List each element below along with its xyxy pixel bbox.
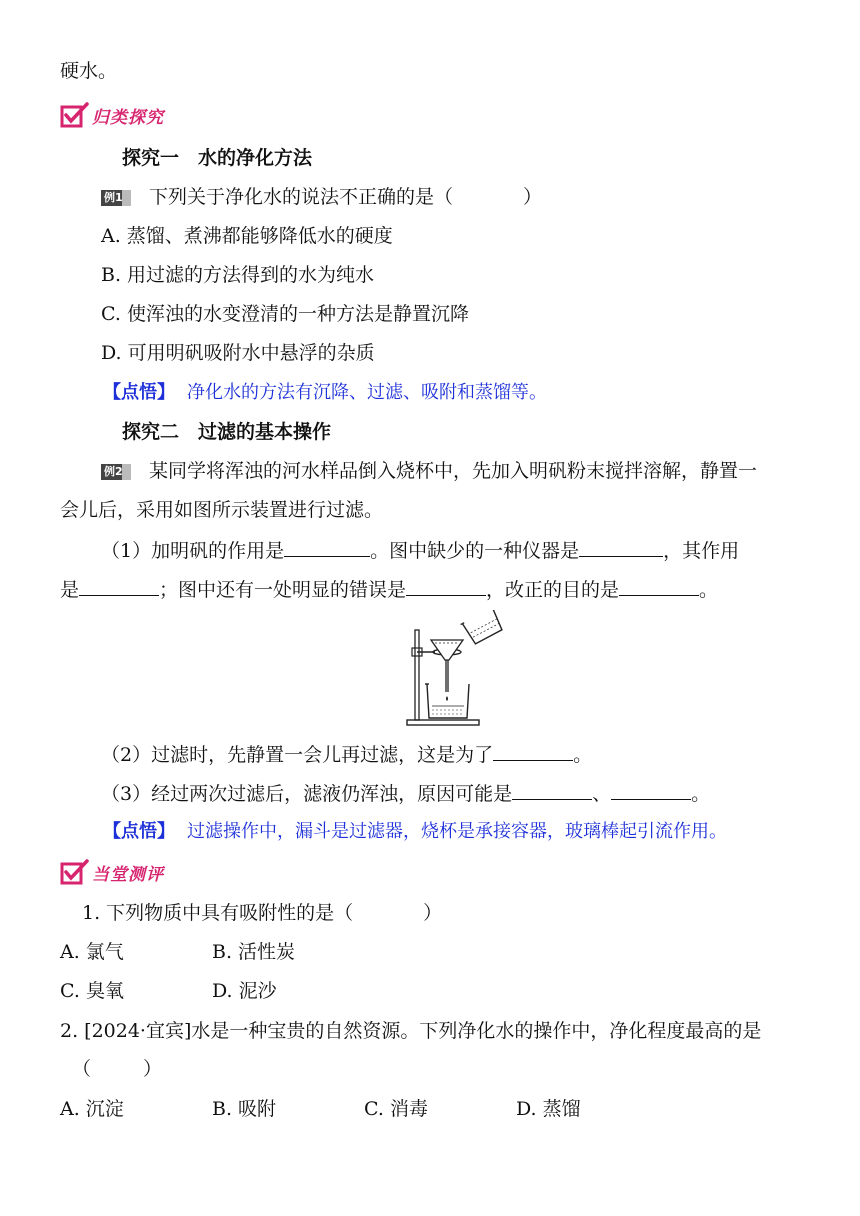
- text: ）: [423, 902, 443, 924]
- text: ，其作用: [663, 540, 740, 562]
- example2-stem-line2: 会儿后，采用如图所示装置进行过滤。: [60, 499, 384, 521]
- tip-text: 净化水的方法有沉降、过滤、吸附和蒸馏等。: [187, 382, 547, 403]
- quiz-q2-options: [60, 1096, 581, 1122]
- option-b: B. 用过滤的方法得到的水为纯水: [101, 264, 375, 286]
- text: （1）加明矾的作用是: [101, 540, 285, 562]
- option-d: D. 可用明矾吸附水中悬浮的杂质: [101, 342, 375, 364]
- q1-line1: [101, 536, 739, 564]
- option-a: A. 蒸馏、煮沸都能够降低水的硬度: [101, 225, 393, 247]
- text: （3）经过两次过滤后，滤液仍浑浊，原因可能是: [101, 783, 513, 805]
- answer-blank[interactable]: [512, 779, 592, 800]
- stem-text: 下列关于净化水的说法不正确的是（: [149, 186, 454, 208]
- text: 是: [60, 579, 80, 601]
- answer-blank[interactable]: [406, 575, 486, 596]
- text: 。图中缺少的一种仪器是: [370, 540, 580, 562]
- option-a: A. 沉淀: [60, 1098, 124, 1120]
- q3-line: [101, 779, 710, 807]
- tip-label: 【点悟】: [103, 821, 175, 842]
- quiz-q2-paren: [72, 1056, 162, 1082]
- answer-blank[interactable]: [579, 536, 663, 557]
- q1-line2: [60, 575, 718, 603]
- tip-label: 【点悟】: [103, 382, 175, 403]
- example2-stem-line1: [101, 458, 757, 484]
- option-c: C. 臭氧: [60, 980, 124, 1002]
- option-b: B. 吸附: [212, 1098, 277, 1120]
- example1-stem: [101, 184, 542, 210]
- quiz-q2-stem: 2. [2024·宜宾]水是一种宝贵的自然资源。下列净化水的操作中，净化程度最高的是: [60, 1020, 762, 1042]
- q2-line: [101, 740, 592, 768]
- text: ；图中还有一处明显的错误是: [159, 579, 407, 601]
- quiz-q1-options-ab: [60, 939, 295, 965]
- paren-close: ）: [523, 186, 543, 208]
- option-a: A. 氯气: [60, 941, 124, 963]
- answer-blank[interactable]: [611, 779, 691, 800]
- answer-blank[interactable]: [79, 575, 159, 596]
- checkbox-icon: [60, 102, 90, 128]
- text: （: [72, 1058, 92, 1080]
- answer-blank[interactable]: [493, 740, 573, 761]
- option-c: C. 消毒: [364, 1098, 428, 1120]
- explore1-title: 探究一 水的净化方法: [122, 147, 313, 169]
- intro-tail: 硬水。: [60, 60, 118, 82]
- text: ）: [143, 1058, 163, 1080]
- section-label: 归类探究: [92, 107, 164, 128]
- answer-blank[interactable]: [284, 536, 370, 557]
- text: 1. 下列物质中具有吸附性的是（: [82, 902, 354, 924]
- example-badge: 例1: [101, 190, 131, 206]
- option-d: D. 蒸馏: [516, 1098, 581, 1120]
- filtration-apparatus-figure: [405, 610, 505, 728]
- text: 。: [699, 579, 719, 601]
- section-label: 当堂测评: [92, 864, 164, 885]
- option-b: B. 活性炭: [212, 941, 296, 963]
- explore2-title: 探究二 过滤的基本操作: [122, 421, 332, 443]
- stem-text: 某同学将浑浊的河水样品倒入烧杯中，先加入明矾粉末搅拌溶解，静置一: [149, 460, 758, 482]
- tip-text: 过滤操作中，漏斗是过滤器，烧杯是承接容器，玻璃棒起引流作用。: [187, 821, 727, 842]
- checkbox-icon: [60, 859, 90, 885]
- option-c: C. 使浑浊的水变澄清的一种方法是静置沉降: [101, 303, 469, 325]
- option-d: D. 泥沙: [212, 980, 277, 1002]
- quiz-q1-options-cd: [60, 978, 277, 1004]
- section-header-dangtang: [60, 859, 164, 885]
- text: ，改正的目的是: [486, 579, 620, 601]
- tip-2: [103, 819, 727, 845]
- text: 、: [592, 783, 612, 805]
- answer-blank[interactable]: [619, 575, 699, 596]
- example-badge: 例2: [101, 464, 131, 480]
- section-header-guilei: [60, 102, 164, 128]
- tip-1: [103, 380, 547, 406]
- quiz-q1-stem: [82, 900, 442, 926]
- text: （2）过滤时，先静置一会儿再过滤，这是为了: [101, 744, 494, 766]
- text: 。: [573, 744, 593, 766]
- text: 。: [691, 783, 711, 805]
